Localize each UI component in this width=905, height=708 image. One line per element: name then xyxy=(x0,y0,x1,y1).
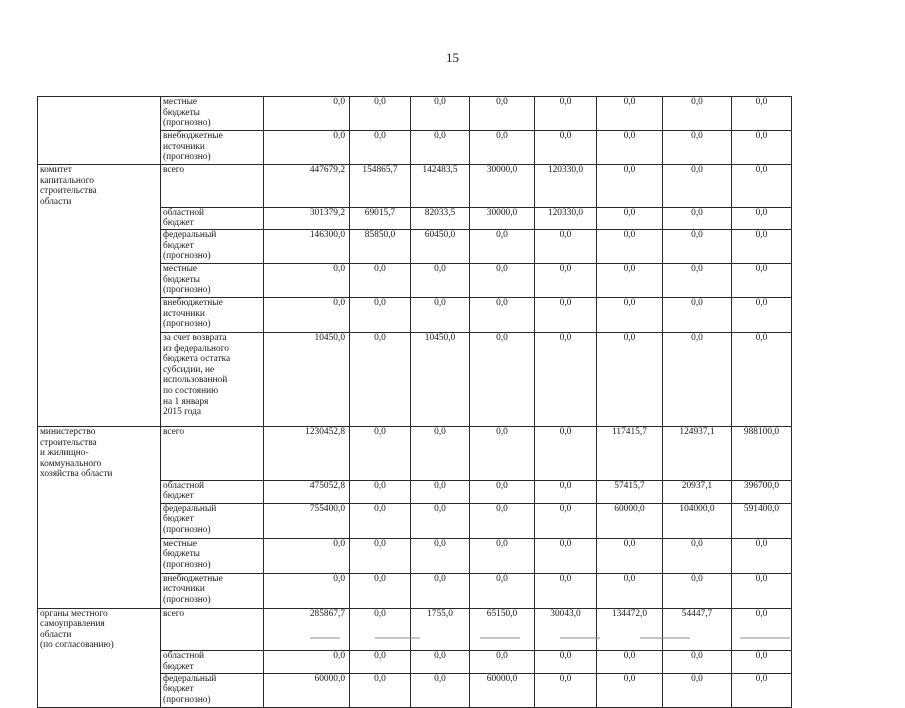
source-cell: федеральный бюджет (прогнозно) xyxy=(161,230,264,264)
total-cell: 475052,8 xyxy=(264,480,350,503)
year-value-cell: 0,0 xyxy=(350,333,411,427)
total-cell: 755400,0 xyxy=(264,503,350,538)
year-value-cell: 0,0 xyxy=(732,538,792,573)
year-value-cell: 0,0 xyxy=(350,427,411,480)
year-value-cell: 0,0 xyxy=(663,207,732,229)
year-value-cell: 0,0 xyxy=(597,97,663,131)
year-value-cell: 0,0 xyxy=(732,298,792,333)
table-row xyxy=(38,573,792,608)
year-value-cell: 0,0 xyxy=(350,298,411,333)
table-row xyxy=(38,131,792,165)
table-row xyxy=(38,503,792,538)
year-value-cell: 0,0 xyxy=(411,573,470,608)
source-cell: всего xyxy=(161,608,264,651)
total-cell: 146300,0 xyxy=(264,230,350,264)
executor-cell xyxy=(38,207,161,229)
year-value-cell: 0,0 xyxy=(535,333,597,427)
year-value-cell: 60450,0 xyxy=(411,230,470,264)
executor-cell xyxy=(38,97,161,131)
executor-cell: министерство строительства и жилищно- коммунального хозяйства области xyxy=(38,427,161,480)
year-value-cell: 0,0 xyxy=(535,503,597,538)
total-cell: 0,0 xyxy=(264,651,350,673)
year-value-cell: 0,0 xyxy=(663,230,732,264)
year-value-cell: 0,0 xyxy=(597,651,663,673)
year-value-cell: 0,0 xyxy=(597,264,663,298)
year-value-cell: 0,0 xyxy=(535,480,597,503)
year-value-cell: 0,0 xyxy=(535,264,597,298)
year-value-cell: 0,0 xyxy=(732,264,792,298)
page-number: 15 xyxy=(446,50,459,65)
total-cell: 301379,2 xyxy=(264,207,350,229)
executor-cell xyxy=(38,538,161,573)
year-value-cell: 0,0 xyxy=(470,573,535,608)
year-value-cell: 0,0 xyxy=(597,673,663,707)
table-row xyxy=(38,298,792,333)
source-cell: областной бюджет xyxy=(161,480,264,503)
year-value-cell: 591400,0 xyxy=(732,503,792,538)
year-value-cell: 30043,0 xyxy=(535,608,597,651)
table-row xyxy=(38,207,792,229)
year-value-cell: 0,0 xyxy=(732,230,792,264)
year-value-cell: 120330,0 xyxy=(535,207,597,229)
year-value-cell: 57415,7 xyxy=(597,480,663,503)
year-value-cell: 0,0 xyxy=(663,333,732,427)
year-value-cell: 0,0 xyxy=(470,264,535,298)
year-value-cell: 0,0 xyxy=(732,651,792,673)
total-cell: 0,0 xyxy=(264,131,350,165)
source-cell: всего xyxy=(161,427,264,480)
year-value-cell: 0,0 xyxy=(411,651,470,673)
total-cell: 1230452,8 xyxy=(264,427,350,480)
year-value-cell: 0,0 xyxy=(732,97,792,131)
year-value-cell: 10450,0 xyxy=(411,333,470,427)
total-cell: 0,0 xyxy=(264,573,350,608)
year-value-cell: 0,0 xyxy=(663,573,732,608)
total-cell: 10450,0 xyxy=(264,333,350,427)
executor-cell: комитет капитального строительства области xyxy=(38,165,161,208)
year-value-cell: 0,0 xyxy=(470,503,535,538)
year-value-cell: 0,0 xyxy=(732,608,792,651)
source-cell: за счет возврата из федерального бюджета остатка субсидии, не использованной по состоянию на 1 января 2015 года xyxy=(161,333,264,427)
year-value-cell: 0,0 xyxy=(411,264,470,298)
year-value-cell: 0,0 xyxy=(663,97,732,131)
executor-cell xyxy=(38,230,161,264)
executor-cell xyxy=(38,298,161,333)
table-row xyxy=(38,97,792,131)
year-value-cell: 65150,0 xyxy=(470,608,535,651)
year-value-cell: 0,0 xyxy=(470,131,535,165)
year-value-cell: 85850,0 xyxy=(350,230,411,264)
year-value-cell: 0,0 xyxy=(663,298,732,333)
year-value-cell: 0,0 xyxy=(597,165,663,208)
year-value-cell: 0,0 xyxy=(350,538,411,573)
year-value-cell: 0,0 xyxy=(597,538,663,573)
year-value-cell: 0,0 xyxy=(535,538,597,573)
executor-cell xyxy=(38,573,161,608)
budget-table xyxy=(37,96,792,708)
year-value-cell: 60000,0 xyxy=(597,503,663,538)
year-value-cell: 0,0 xyxy=(663,538,732,573)
table-row xyxy=(38,427,792,480)
executor-cell xyxy=(38,651,161,673)
year-value-cell: 0,0 xyxy=(597,207,663,229)
table-row xyxy=(38,673,792,707)
year-value-cell: 0,0 xyxy=(732,673,792,707)
table-row xyxy=(38,480,792,503)
source-cell: федеральный бюджет (прогнозно) xyxy=(161,503,264,538)
year-value-cell: 0,0 xyxy=(597,333,663,427)
table-row xyxy=(38,608,792,651)
year-value-cell: 0,0 xyxy=(411,673,470,707)
year-value-cell: 988100,0 xyxy=(732,427,792,480)
year-value-cell: 0,0 xyxy=(470,333,535,427)
year-value-cell: 0,0 xyxy=(350,480,411,503)
year-value-cell: 0,0 xyxy=(535,573,597,608)
year-value-cell: 396700,0 xyxy=(732,480,792,503)
year-value-cell: 0,0 xyxy=(350,131,411,165)
year-value-cell: 0,0 xyxy=(732,333,792,427)
year-value-cell: 104000,0 xyxy=(663,503,732,538)
year-value-cell: 0,0 xyxy=(535,230,597,264)
year-value-cell: 0,0 xyxy=(411,480,470,503)
year-value-cell: 0,0 xyxy=(411,427,470,480)
source-cell: областной бюджет xyxy=(161,207,264,229)
year-value-cell: 0,0 xyxy=(470,427,535,480)
executor-cell xyxy=(38,503,161,538)
year-value-cell: 0,0 xyxy=(411,503,470,538)
total-cell: 0,0 xyxy=(264,538,350,573)
year-value-cell: 0,0 xyxy=(597,298,663,333)
source-cell: местные бюджеты (прогнозно) xyxy=(161,264,264,298)
total-cell: 0,0 xyxy=(264,264,350,298)
year-value-cell: 0,0 xyxy=(470,97,535,131)
year-value-cell: 0,0 xyxy=(663,131,732,165)
year-value-cell: 0,0 xyxy=(470,651,535,673)
year-value-cell: 54447,7 xyxy=(663,608,732,651)
year-value-cell: 0,0 xyxy=(597,573,663,608)
source-cell: внебюджетные источники (прогнозно) xyxy=(161,131,264,165)
year-value-cell: 0,0 xyxy=(732,573,792,608)
year-value-cell: 0,0 xyxy=(535,97,597,131)
year-value-cell: 0,0 xyxy=(535,427,597,480)
year-value-cell: 0,0 xyxy=(470,538,535,573)
table-row xyxy=(38,538,792,573)
year-value-cell: 0,0 xyxy=(350,503,411,538)
total-cell: 60000,0 xyxy=(264,673,350,707)
table-row xyxy=(38,230,792,264)
year-value-cell: 134472,0 xyxy=(597,608,663,651)
year-value-cell: 60000,0 xyxy=(470,673,535,707)
year-value-cell: 0,0 xyxy=(470,230,535,264)
total-cell: 0,0 xyxy=(264,298,350,333)
year-value-cell: 0,0 xyxy=(411,298,470,333)
year-value-cell: 120330,0 xyxy=(535,165,597,208)
year-value-cell: 0,0 xyxy=(663,673,732,707)
year-value-cell: 0,0 xyxy=(663,165,732,208)
year-value-cell: 82033,5 xyxy=(411,207,470,229)
year-value-cell: 0,0 xyxy=(597,131,663,165)
year-value-cell: 69015,7 xyxy=(350,207,411,229)
year-value-cell: 0,0 xyxy=(350,264,411,298)
year-value-cell: 0,0 xyxy=(535,673,597,707)
year-value-cell: 0,0 xyxy=(411,538,470,573)
year-value-cell: 0,0 xyxy=(350,97,411,131)
executor-cell xyxy=(38,480,161,503)
year-value-cell: 124937,1 xyxy=(663,427,732,480)
year-value-cell: 0,0 xyxy=(535,651,597,673)
total-cell: 285867,7 xyxy=(264,608,350,651)
year-value-cell: 1755,0 xyxy=(411,608,470,651)
year-value-cell: 0,0 xyxy=(350,651,411,673)
table-row xyxy=(38,165,792,208)
table-row xyxy=(38,264,792,298)
year-value-cell: 0,0 xyxy=(732,207,792,229)
year-value-cell: 0,0 xyxy=(350,608,411,651)
source-cell: федеральный бюджет (прогнозно) xyxy=(161,673,264,707)
executor-cell xyxy=(38,673,161,707)
executor-cell: органы местного самоуправления области (по согласованию) xyxy=(38,608,161,651)
year-value-cell: 0,0 xyxy=(411,131,470,165)
source-cell: внебюджетные источники (прогнозно) xyxy=(161,298,264,333)
year-value-cell: 117415,7 xyxy=(597,427,663,480)
source-cell: местные бюджеты (прогнозно) xyxy=(161,538,264,573)
year-value-cell: 0,0 xyxy=(411,97,470,131)
source-cell: местные бюджеты (прогнозно) xyxy=(161,97,264,131)
year-value-cell: 0,0 xyxy=(470,480,535,503)
executor-cell xyxy=(38,131,161,165)
executor-cell xyxy=(38,333,161,427)
source-cell: всего xyxy=(161,165,264,208)
year-value-cell: 0,0 xyxy=(350,573,411,608)
year-value-cell: 142483,5 xyxy=(411,165,470,208)
year-value-cell: 0,0 xyxy=(663,264,732,298)
year-value-cell: 0,0 xyxy=(535,298,597,333)
year-value-cell: 0,0 xyxy=(732,131,792,165)
year-value-cell: 30000,0 xyxy=(470,207,535,229)
total-cell: 447679,2 xyxy=(264,165,350,208)
year-value-cell: 154865,7 xyxy=(350,165,411,208)
table-row xyxy=(38,333,792,427)
executor-cell xyxy=(38,264,161,298)
total-cell: 0,0 xyxy=(264,97,350,131)
source-cell: областной бюджет xyxy=(161,651,264,673)
year-value-cell: 0,0 xyxy=(597,230,663,264)
year-value-cell: 0,0 xyxy=(535,131,597,165)
year-value-cell: 0,0 xyxy=(350,673,411,707)
year-value-cell: 0,0 xyxy=(663,651,732,673)
source-cell: внебюджетные источники (прогнозно) xyxy=(161,573,264,608)
year-value-cell: 30000,0 xyxy=(470,165,535,208)
year-value-cell: 20937,1 xyxy=(663,480,732,503)
table-row xyxy=(38,651,792,673)
year-value-cell: 0,0 xyxy=(732,165,792,208)
year-value-cell: 0,0 xyxy=(470,298,535,333)
